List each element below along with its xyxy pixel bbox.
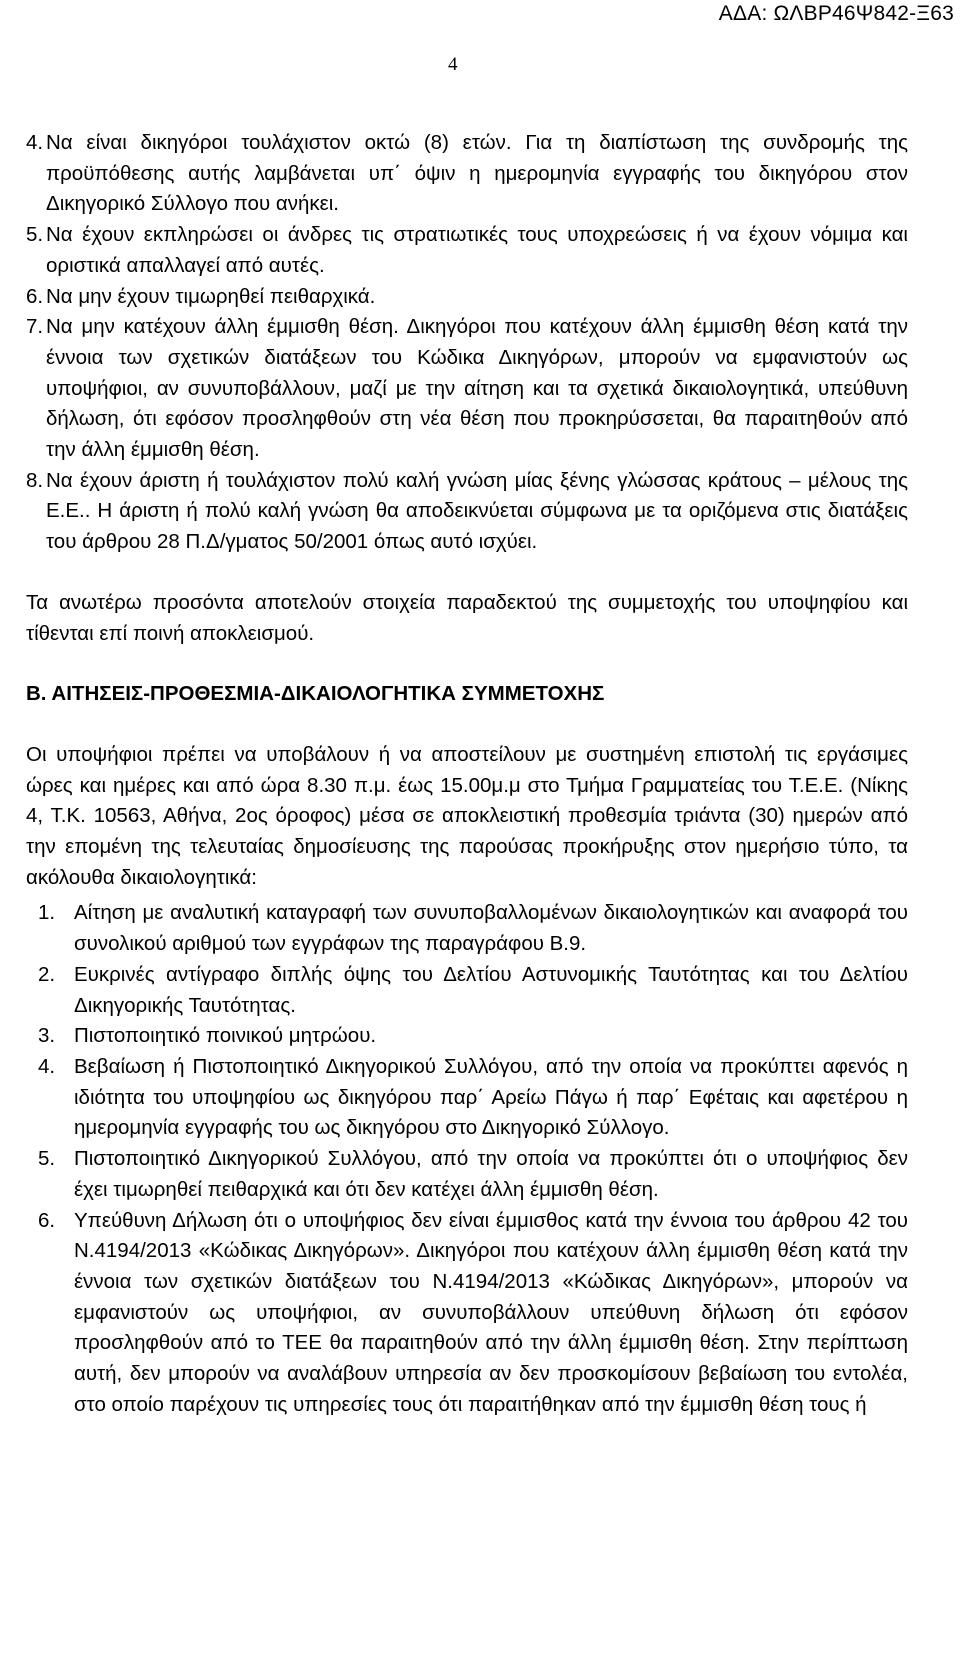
document-number: 4.: [38, 1054, 56, 1078]
page-number: 4: [448, 54, 458, 75]
document-number: 6.: [38, 1208, 56, 1232]
condition-number: 4.: [26, 131, 44, 154]
document-number: 3.: [38, 1024, 56, 1048]
document-number: 1.: [38, 901, 56, 925]
document-item: [26, 960, 908, 1021]
document-item: [26, 898, 908, 959]
document-item: [26, 1021, 908, 1052]
document-text: Πιστοποιητικό ποινικού μητρώου.: [74, 1024, 377, 1048]
document-item: [26, 1206, 908, 1421]
document-item: [26, 1144, 908, 1205]
condition-text: Να είναι δικηγόροι τουλάχιστον οκτώ (8) ετών. Για τη διαπίστωση της συνδρομής της προϋπόθεσης αυτής λαμβάνεται υπ΄ όψιν η ημερομηνία εγγραφής του δικηγόρου στον Δικηγορικό Σύλλογο που ανήκει.: [46, 131, 908, 216]
condition-number: 5.: [26, 223, 44, 247]
condition-text: Να έχουν άριστη ή τουλάχιστον πολύ καλή γνώση μίας ξένης γλώσσας κράτους – μέλους της Ε.Ε.. Η άριστη ή πολύ καλή γνώση θα αποδεικνύεται σύμφωνα με τα οριζόμενα στις διατάξεις του άρθρου 28 Π.Δ/γματος 50/2001 όπως αυτό ισχύει.: [46, 468, 908, 554]
document-text: Βεβαίωση ή Πιστοποιητικό Δικηγορικού Συλλόγου, από την οποία να προκύπτει αφενός η ιδιότητα του υποψηφίου ως δικηγόρου παρ΄ Αρείω Πάγω ή παρ΄ Εφέταις και αφετέρου η ημερομηνία εγγραφής του ως δικηγόρου στο Δικηγορικό Σύλλογο.: [74, 1054, 908, 1140]
condition-item: [26, 282, 908, 313]
document-body: [26, 128, 908, 1420]
condition-number: 7.: [26, 315, 44, 339]
eligibility-conditions-list: [26, 128, 908, 558]
required-documents-list: [26, 898, 908, 1420]
condition-text: Να μην κατέχουν άλλη έμμισθη θέση. Δικηγόροι που κατέχουν άλλη έμμισθη θέση κατά την έννοια των σχετικών διατάξεων του Κώδικα Δικηγόρων, μπορούν να εμφανιστούν ως υποψήφιοι, αν συνυποβάλλουν, μαζί με την αίτηση και τα σχετικά δικαιολογητικά, υπεύθυνη δήλωση, ότι εφόσον προσληφθούν στη νέα θέση που προκηρύσσεται, θα παραιτηθούν από την άλλη έμμισθη θέση.: [46, 315, 908, 462]
condition-number: 8.: [26, 468, 44, 492]
condition-item: [26, 312, 908, 466]
section-heading: Β. ΑΙΤΗΣΕΙΣ-ΠΡΟΘΕΣΜΙΑ-ΔΙΚΑΙΟΛΟΓΗΤΙΚΑ ΣΥΜΜΕΤΟΧΗΣ: [26, 682, 605, 706]
ada-identifier: ΑΔΑ: ΩΛΒΡ46Ψ842-Ξ63: [718, 2, 954, 25]
document-text: Αίτηση με αναλυτική καταγραφή των συνυποβαλλομένων δικαιολογητικών και αναφορά του συνολικού αριθμού των εγγράφων της παραγράφου Β.9.: [74, 901, 908, 956]
condition-item: [26, 220, 908, 281]
document-item: [26, 1052, 908, 1144]
document-number: 5.: [38, 1147, 56, 1171]
condition-item: [26, 466, 908, 558]
document-text: Ευκρινές αντίγραφο διπλής όψης του Δελτίου Αστυνομικής Ταυτότητας και του Δελτίου Δικηγορικής Ταυτότητας.: [74, 962, 908, 1017]
document-text: Πιστοποιητικό Δικηγορικού Συλλόγου, από την οποία να προκύπτει ότι ο υποψήφιος δεν έχει τιμωρηθεί πειθαρχικά και ότι δεν κατέχει άλλη έμμισθη θέση.: [74, 1147, 908, 1201]
qualifications-paragraph: Τα ανωτέρω προσόντα αποτελούν στοιχεία παραδεκτού της συμμετοχής του υποψηφίου και τίθενται επί ποινή αποκλεισμού.: [26, 590, 908, 645]
condition-number: 6.: [26, 284, 44, 308]
document-text: Υπεύθυνη Δήλωση ότι ο υποψήφιος δεν είναι έμμισθος κατά την έννοια του άρθρου 42 του Ν.4194/2013 «Κώδικας Δικηγόρων». Δικηγόροι που κατέχουν άλλη έμμισθη θέση κατά την έννοια των σχετικών διατάξεων του Ν.4194/2013 «Κώδικας Δικηγόρων», μπορούν να εμφανιστούν ως υποψήφιοι, αν συνυποβάλλουν υπεύθυνη δήλωση ότι εφόσον προσληφθούν από το ΤΕΕ θα παραιτηθούν από την άλλη έμμισθη θέση. Στην περίπτωση αυτή, δεν μπορούν να αναλάβουν υπηρεσία αν δεν προσκομίσουν βεβαίωση του εντολέα, στο οποίο παρέχουν τις υπηρεσίες τους ότι παραιτήθηκαν από την έμμισθη θέση τους ή: [74, 1208, 908, 1416]
condition-text: Να μην έχουν τιμωρηθεί πειθαρχικά.: [46, 284, 376, 308]
condition-item: [26, 128, 908, 220]
document-number: 2.: [38, 962, 56, 986]
submission-paragraph: Οι υποψήφιοι πρέπει να υποβάλουν ή να αποστείλουν με συστημένη επιστολή τις εργάσιμες ώρες και ημέρες και από ώρα 8.30 π.μ. έως 15.00μ.μ στο Τμήμα Γραμματείας του Τ.Ε.Ε. (Νίκης 4, Τ.Κ. 10563, Αθήνα, 2ος όροφος) μέσα σε αποκλειστική προθεσμία τριάντα (30) ημερών από την επομένη της τελευταίας δημοσίευσης της παρούσας προκήρυξης στον ημερήσιο τύπο, τα ακόλουθα δικαιολογητικά:: [26, 742, 908, 889]
condition-text: Να έχουν εκπληρώσει οι άνδρες τις στρατιωτικές τους υποχρεώσεις ή να έχουν νόμιμα και οριστικά απαλλαγεί από αυτές.: [46, 223, 908, 277]
